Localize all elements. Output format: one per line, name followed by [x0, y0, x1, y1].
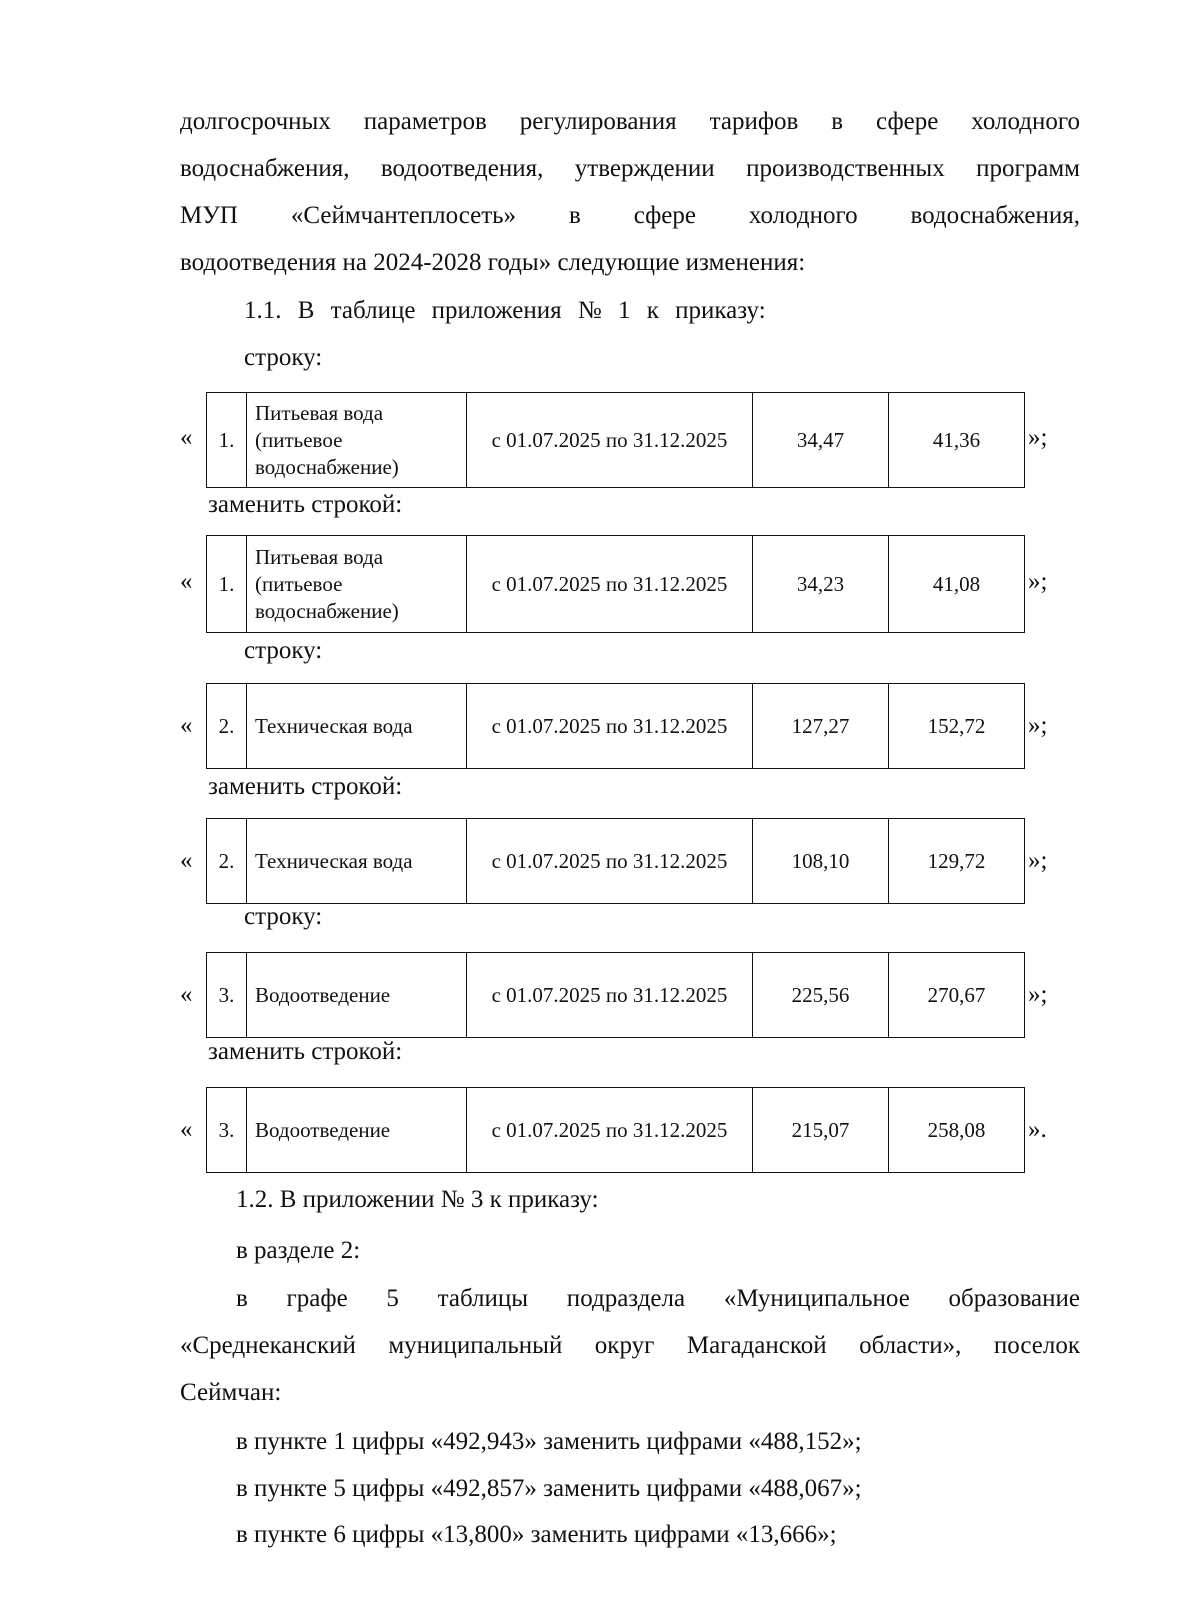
row-number: 1.	[207, 536, 247, 633]
row-value-2: 129,72	[889, 819, 1025, 904]
row-name: Водоотведение	[247, 1088, 467, 1173]
with-row-label: заменить строкой:	[208, 773, 403, 800]
change-item: в пункте 5 цифры «492,857» заменить цифрами «488,067»;	[236, 1475, 862, 1502]
intro-line: водоснабжения, водоотведения, утверждении производственных программ	[180, 155, 1080, 182]
row-name: Питьевая вода (питьевое водоснабжение)	[247, 536, 467, 633]
close-quote: »;	[1028, 568, 1048, 595]
table-row	[207, 1088, 1025, 1173]
row-value-2: 41,36	[889, 393, 1025, 488]
row-number: 2.	[207, 819, 247, 904]
row-value-2: 41,08	[889, 536, 1025, 633]
row-name: Питьевая вода (питьевое водоснабжение)	[247, 393, 467, 488]
close-quote: ».	[1028, 1116, 1047, 1143]
row-period: с 01.07.2025 по 31.12.2025	[467, 1088, 753, 1173]
row-value-1: 225,56	[753, 953, 889, 1038]
row-value-1: 215,07	[753, 1088, 889, 1173]
tariff-table	[206, 535, 1025, 633]
intro-line: МУП «Сеймчантеплосеть» в сфере холодного водоснабжения,	[180, 202, 1080, 229]
row-number: 3.	[207, 1088, 247, 1173]
row-value-1: 108,10	[753, 819, 889, 904]
section-1-2-heading: 1.2. В приложении № 3 к приказу:	[236, 1186, 599, 1213]
open-quote: «	[180, 847, 193, 874]
intro-line: водоотведения на 2024-2028 годы» следующие изменения:	[180, 249, 806, 276]
close-quote: »;	[1028, 981, 1048, 1008]
change-item: в пункте 6 цифры «13,800» заменить цифрами «13,666»;	[236, 1521, 837, 1548]
open-quote: «	[180, 1116, 193, 1143]
row-period: с 01.07.2025 по 31.12.2025	[467, 536, 753, 633]
row-value-2: 258,08	[889, 1088, 1025, 1173]
open-quote: «	[180, 981, 193, 1008]
row-name: Техническая вода	[247, 684, 467, 769]
section-1-1-heading: 1.1. В таблице приложения № 1 к приказу:	[244, 297, 766, 324]
close-quote: »;	[1028, 847, 1048, 874]
table-row	[207, 819, 1025, 904]
close-quote: »;	[1028, 712, 1048, 739]
with-row-label: заменить строкой:	[208, 491, 403, 518]
row-period: с 01.07.2025 по 31.12.2025	[467, 393, 753, 488]
row-period: с 01.07.2025 по 31.12.2025	[467, 684, 753, 769]
open-quote: «	[180, 568, 193, 595]
row-number: 3.	[207, 953, 247, 1038]
replace-row-label: строку:	[244, 903, 323, 930]
table-row	[207, 684, 1025, 769]
graph5-line: «Среднеканский муниципальный округ Магаданской области», поселок	[180, 1332, 1080, 1359]
change-item: в пункте 1 цифры «492,943» заменить цифрами «488,152»;	[236, 1428, 862, 1455]
row-value-2: 152,72	[889, 684, 1025, 769]
row-value-1: 127,27	[753, 684, 889, 769]
row-period: с 01.07.2025 по 31.12.2025	[467, 953, 753, 1038]
table-row	[207, 953, 1025, 1038]
row-value-1: 34,23	[753, 536, 889, 633]
open-quote: «	[180, 712, 193, 739]
row-name: Техническая вода	[247, 819, 467, 904]
tariff-table	[206, 683, 1025, 769]
row-name: Водоотведение	[247, 953, 467, 1038]
section-2-label: в разделе 2:	[236, 1237, 361, 1264]
tariff-table	[206, 952, 1025, 1038]
row-value-1: 34,47	[753, 393, 889, 488]
intro-line: долгосрочных параметров регулирования тарифов в сфере холодного	[180, 108, 1080, 135]
table-row	[207, 536, 1025, 633]
tariff-table	[206, 1087, 1025, 1173]
graph5-line: в графе 5 таблицы подраздела «Муниципальное образование	[236, 1285, 1080, 1312]
row-number: 2.	[207, 684, 247, 769]
tariff-table	[206, 818, 1025, 904]
row-number: 1.	[207, 393, 247, 488]
replace-row-label: строку:	[244, 637, 323, 664]
table-row	[207, 393, 1025, 488]
with-row-label: заменить строкой:	[208, 1038, 403, 1065]
open-quote: «	[180, 424, 193, 451]
row-value-2: 270,67	[889, 953, 1025, 1038]
tariff-table	[206, 392, 1025, 488]
close-quote: »;	[1028, 424, 1048, 451]
graph5-line: Сеймчан:	[180, 1379, 282, 1406]
replace-row-label: строку:	[244, 344, 323, 371]
row-period: с 01.07.2025 по 31.12.2025	[467, 819, 753, 904]
